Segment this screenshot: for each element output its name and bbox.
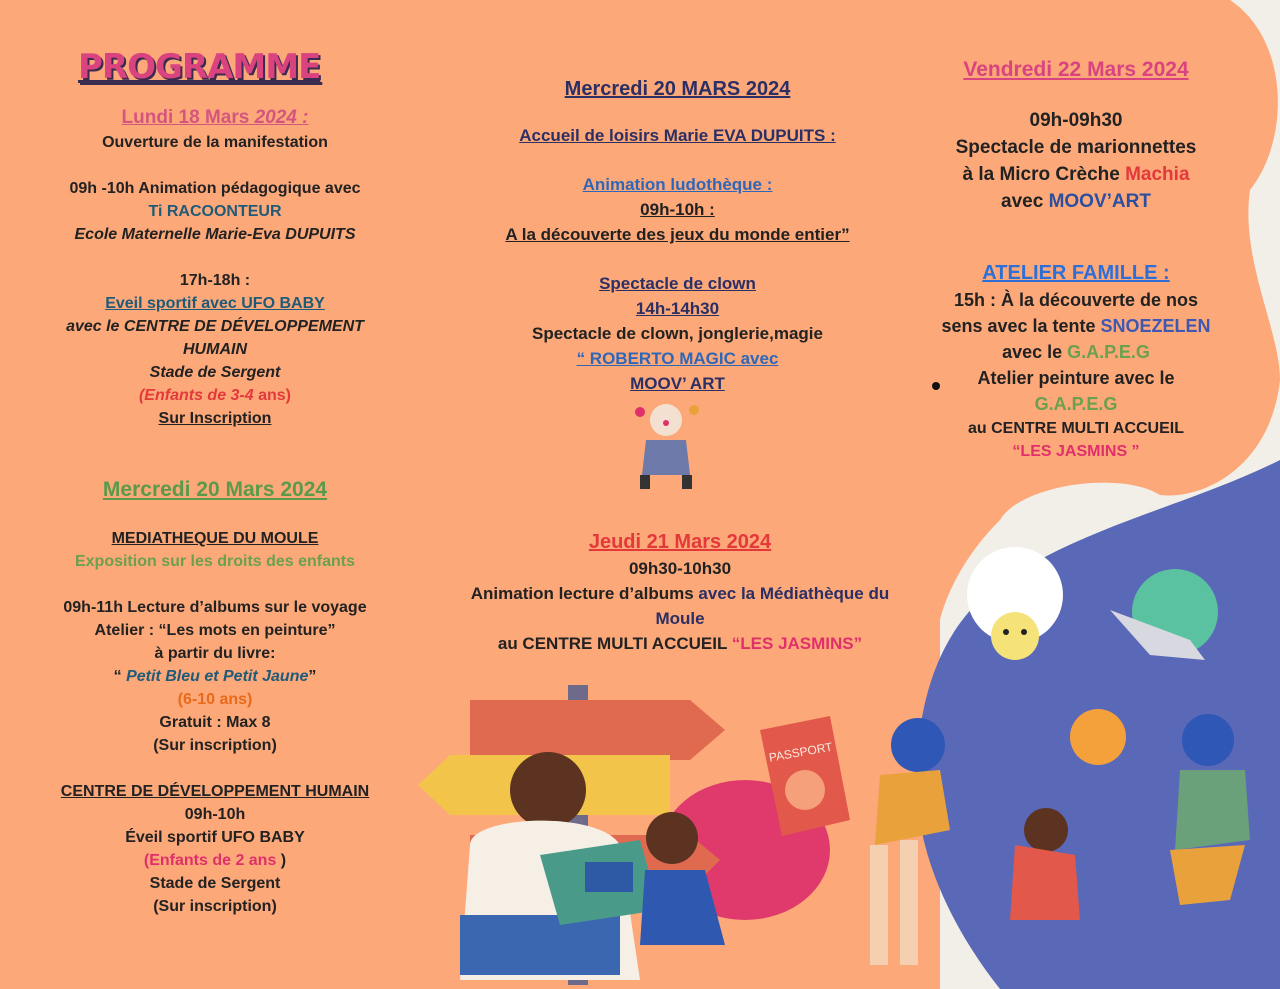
atelier-text: Atelier : “Les mots en peinture” <box>94 622 336 639</box>
ball-illustration <box>1070 709 1126 765</box>
gratuit-text: Gratuit : Max 8 <box>159 714 271 731</box>
age-range-3: (Enfants de 2 ans ) <box>143 852 287 869</box>
age-range-2: (6-10 ans) <box>177 691 253 708</box>
lecture-text: 09h-11h Lecture d’albums sur le voyage <box>63 599 367 616</box>
stade-text-2: Stade de Sergent <box>149 875 281 892</box>
micro-creche: à la Micro Crèche Machia <box>962 164 1190 185</box>
eveil-time: 17h-18h : <box>179 272 251 289</box>
friday-heading: Vendredi 22 Mars 2024 <box>963 58 1189 81</box>
monday-heading: Lundi 18 Mars 2024 : <box>121 107 309 128</box>
clown-title: Spectacle de clown <box>599 274 756 293</box>
middle-column <box>470 75 885 396</box>
atelier-peinture: Atelier peinture avec le <box>977 368 1175 388</box>
animation-time: 09h -10h Animation pédagogique avec <box>69 180 361 197</box>
clown-description: Spectacle de clown, jonglerie,magie <box>532 324 823 343</box>
bullet-point <box>932 382 940 390</box>
programme-title: PROGRAMME <box>78 47 321 87</box>
opening-text: Ouverture de la manifestation <box>102 134 328 151</box>
livre-text: à partir du livre: <box>154 645 276 662</box>
mediatheque-title: MEDIATHEQUE DU MOULE <box>111 530 319 547</box>
lecture-albums: Animation lecture d’albums avec la Médiathèque du Moule <box>470 584 890 628</box>
cdh-time: 09h-10h <box>184 806 246 823</box>
atelier-heading: ATELIER FAMILLE : <box>982 262 1170 284</box>
inscription-text: Sur Inscription <box>158 410 272 427</box>
jasmins-line: au CENTRE MULTI ACCUEIL “LES JASMINS” <box>497 634 863 653</box>
atelier-time: 15h : À la découverte de nos <box>953 290 1199 310</box>
book-title: “ Petit Bleu et Petit Jaune” <box>113 668 317 685</box>
wednesday-heading-left: Mercredi 20 Mars 2024 <box>102 478 328 501</box>
friday-time: 09h-09h30 <box>1029 110 1123 131</box>
eveil-sportif: Eveil sportif avec UFO BABY <box>105 295 325 312</box>
left-column <box>20 47 410 918</box>
school-name: Ecole Maternelle Marie-Eva DUPUITS <box>74 226 356 243</box>
inscription-text-3: (Sur inscription) <box>153 898 277 915</box>
snoezelen: sens avec la tente SNOEZELEN <box>941 316 1211 336</box>
ludotheque-time: 09h-10h : <box>640 200 715 219</box>
jeux-monde: A la découverte des jeux du monde entier” <box>505 225 850 244</box>
ufo-baby-text: Éveil sportif UFO BABY <box>125 829 305 846</box>
gapeg-1: avec le G.A.P.E.G <box>1002 342 1150 362</box>
wednesday-heading-middle: Mercredi 20 MARS 2024 <box>564 78 791 100</box>
exposition-text: Exposition sur les droits des enfants <box>74 553 356 570</box>
accueil-loisirs: Accueil de loisirs Marie EVA DUPUITS : <box>519 126 836 145</box>
roberto-magic: “ ROBERTO MAGIC avec <box>576 349 779 368</box>
inscription-text-2: (Sur inscription) <box>153 737 277 754</box>
thursday-block <box>455 528 905 656</box>
thursday-time: 09h30-10h30 <box>628 559 732 578</box>
moov-art-middle: MOOV’ ART <box>630 374 725 393</box>
right-column <box>915 55 1237 463</box>
thursday-heading: Jeudi 21 Mars 2024 <box>588 531 772 553</box>
cdh-text: avec le CENTRE DE DÉVELOPPEMENT HUMAIN <box>66 318 364 358</box>
marionnettes: Spectacle de marionnettes <box>955 137 1197 158</box>
stade-text: Stade de Sergent <box>149 364 281 381</box>
ludotheque-title: Animation ludothèque : <box>582 175 773 194</box>
jasmins-right: “LES JASMINS ” <box>1012 443 1140 460</box>
multi-accueil: au CENTRE MULTI ACCUEIL <box>968 420 1184 437</box>
age-range: (Enfants de 3-4 ans) <box>138 387 292 404</box>
cdh-title: CENTRE DE DÉVELOPPEMENT HUMAIN <box>60 783 370 800</box>
moov-art-right: avec MOOV’ART <box>1001 191 1151 212</box>
clown-time: 14h-14h30 <box>635 299 720 318</box>
gapeg-2: G.A.P.E.G <box>1034 394 1118 414</box>
ti-racoonteur: Ti RACOONTEUR <box>148 203 282 220</box>
passport-label: PASSPORT <box>767 739 834 765</box>
